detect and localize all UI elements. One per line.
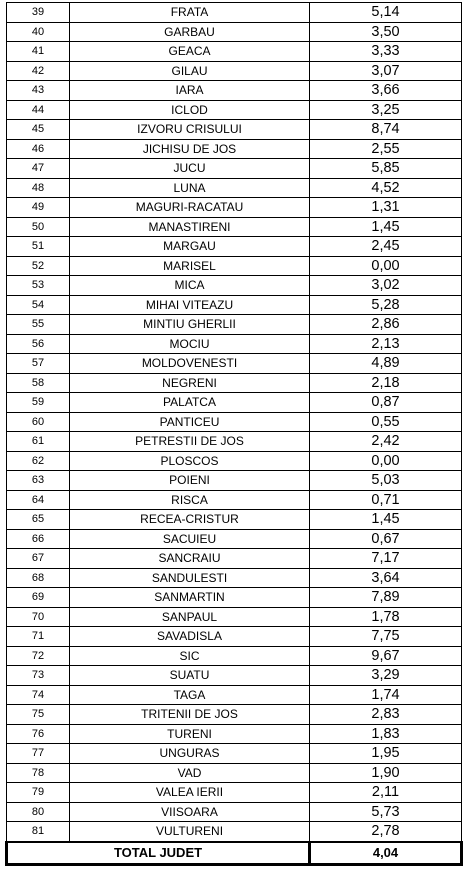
- locality-name-cell: VULTURENI: [70, 822, 310, 842]
- value-cell: 5,03: [310, 471, 462, 491]
- table-row: [7, 432, 462, 452]
- value-cell: 5,85: [310, 159, 462, 179]
- table-row: [7, 607, 462, 627]
- row-number-cell: 61: [7, 432, 70, 452]
- locality-name-cell: MOLDOVENESTI: [70, 354, 310, 374]
- locality-name-cell: IARA: [70, 81, 310, 101]
- table-row: [7, 139, 462, 159]
- locality-name-cell: SANDULESTI: [70, 568, 310, 588]
- locality-name-cell: PANTICEU: [70, 412, 310, 432]
- row-number-cell: 68: [7, 568, 70, 588]
- table-row: [7, 705, 462, 725]
- table-row: [7, 276, 462, 296]
- row-number-cell: 67: [7, 549, 70, 569]
- table-row: [7, 334, 462, 354]
- value-cell: 9,67: [310, 646, 462, 666]
- table-row: [7, 763, 462, 783]
- table-row: [7, 22, 462, 42]
- row-number-cell: 57: [7, 354, 70, 374]
- row-number-cell: 71: [7, 627, 70, 647]
- locality-name-cell: MARISEL: [70, 256, 310, 276]
- row-number-cell: 62: [7, 451, 70, 471]
- row-number-cell: 79: [7, 783, 70, 803]
- row-number-cell: 53: [7, 276, 70, 296]
- table-row: [7, 178, 462, 198]
- table-row: [7, 646, 462, 666]
- value-cell: 3,07: [310, 61, 462, 81]
- table-row: [7, 724, 462, 744]
- table-row: [7, 412, 462, 432]
- table-row: [7, 159, 462, 179]
- table-row: [7, 451, 462, 471]
- value-cell: 0,87: [310, 393, 462, 413]
- table-row: [7, 685, 462, 705]
- table-row: [7, 373, 462, 393]
- row-number-cell: 78: [7, 763, 70, 783]
- row-number-cell: 81: [7, 822, 70, 842]
- locality-name-cell: VAD: [70, 763, 310, 783]
- row-number-cell: 56: [7, 334, 70, 354]
- row-number-cell: 46: [7, 139, 70, 159]
- locality-name-cell: POIENI: [70, 471, 310, 491]
- value-cell: 0,00: [310, 256, 462, 276]
- value-cell: 2,83: [310, 705, 462, 725]
- locality-name-cell: JUCU: [70, 159, 310, 179]
- row-number-cell: 50: [7, 217, 70, 237]
- total-label: TOTAL JUDET: [7, 842, 310, 865]
- row-number-cell: 58: [7, 373, 70, 393]
- row-number-cell: 59: [7, 393, 70, 413]
- table-row: [7, 237, 462, 257]
- value-cell: 2,86: [310, 315, 462, 335]
- row-number-cell: 39: [7, 3, 70, 23]
- table-row: [7, 42, 462, 62]
- table-row: [7, 217, 462, 237]
- locality-name-cell: SIC: [70, 646, 310, 666]
- locality-name-cell: NEGRENI: [70, 373, 310, 393]
- table-row: [7, 61, 462, 81]
- table-row: [7, 315, 462, 335]
- value-cell: 7,75: [310, 627, 462, 647]
- table-row: [7, 256, 462, 276]
- value-cell: 3,29: [310, 666, 462, 686]
- locality-name-cell: GILAU: [70, 61, 310, 81]
- table-row: [7, 81, 462, 101]
- total-value: 4,04: [310, 842, 462, 865]
- table-row: [7, 354, 462, 374]
- table-row: [7, 744, 462, 764]
- value-cell: 1,90: [310, 763, 462, 783]
- value-cell: 1,78: [310, 607, 462, 627]
- locality-name-cell: GARBAU: [70, 22, 310, 42]
- value-cell: 2,45: [310, 237, 462, 257]
- value-cell: 3,64: [310, 568, 462, 588]
- row-number-cell: 75: [7, 705, 70, 725]
- table-row: [7, 3, 462, 23]
- locality-name-cell: UNGURAS: [70, 744, 310, 764]
- row-number-cell: 44: [7, 100, 70, 120]
- locality-name-cell: FRATA: [70, 3, 310, 23]
- row-number-cell: 45: [7, 120, 70, 140]
- locality-name-cell: MANASTIRENI: [70, 217, 310, 237]
- locality-name-cell: IZVORU CRISULUI: [70, 120, 310, 140]
- locality-name-cell: SACUIEU: [70, 529, 310, 549]
- row-number-cell: 77: [7, 744, 70, 764]
- value-cell: 8,74: [310, 120, 462, 140]
- value-cell: 4,52: [310, 178, 462, 198]
- table-row: [7, 666, 462, 686]
- value-cell: 0,67: [310, 529, 462, 549]
- row-number-cell: 49: [7, 198, 70, 218]
- locality-name-cell: SANCRAIU: [70, 549, 310, 569]
- table-body: [7, 3, 462, 865]
- data-table-sheet: [5, 2, 460, 866]
- value-cell: 5,73: [310, 802, 462, 822]
- table-row: [7, 783, 462, 803]
- locality-name-cell: VALEA IERII: [70, 783, 310, 803]
- table-row: [7, 295, 462, 315]
- table-row: [7, 627, 462, 647]
- table-row: [7, 198, 462, 218]
- value-cell: 2,18: [310, 373, 462, 393]
- value-cell: 0,71: [310, 490, 462, 510]
- table-row: [7, 510, 462, 530]
- value-cell: 5,28: [310, 295, 462, 315]
- value-cell: 0,55: [310, 412, 462, 432]
- table-row: [7, 822, 462, 842]
- locality-name-cell: TRITENII DE JOS: [70, 705, 310, 725]
- locality-name-cell: MIHAI VITEAZU: [70, 295, 310, 315]
- row-number-cell: 66: [7, 529, 70, 549]
- locality-name-cell: PETRESTII DE JOS: [70, 432, 310, 452]
- value-cell: 3,33: [310, 42, 462, 62]
- locality-name-cell: RECEA-CRISTUR: [70, 510, 310, 530]
- row-number-cell: 80: [7, 802, 70, 822]
- table-row: [7, 471, 462, 491]
- locality-name-cell: RISCA: [70, 490, 310, 510]
- locality-name-cell: GEACA: [70, 42, 310, 62]
- value-cell: 3,66: [310, 81, 462, 101]
- row-number-cell: 52: [7, 256, 70, 276]
- value-cell: 0,00: [310, 451, 462, 471]
- row-number-cell: 60: [7, 412, 70, 432]
- locality-name-cell: MARGAU: [70, 237, 310, 257]
- locality-name-cell: SUATU: [70, 666, 310, 686]
- table-row: [7, 393, 462, 413]
- value-cell: 7,17: [310, 549, 462, 569]
- table-row: [7, 100, 462, 120]
- locality-name-cell: PLOSCOS: [70, 451, 310, 471]
- value-cell: 1,83: [310, 724, 462, 744]
- locality-name-cell: MOCIU: [70, 334, 310, 354]
- value-cell: 3,02: [310, 276, 462, 296]
- value-cell: 2,78: [310, 822, 462, 842]
- row-number-cell: 69: [7, 588, 70, 608]
- row-number-cell: 48: [7, 178, 70, 198]
- row-number-cell: 42: [7, 61, 70, 81]
- row-number-cell: 54: [7, 295, 70, 315]
- locality-name-cell: MINTIU GHERLII: [70, 315, 310, 335]
- locality-name-cell: ICLOD: [70, 100, 310, 120]
- value-cell: 2,13: [310, 334, 462, 354]
- value-cell: 3,50: [310, 22, 462, 42]
- value-cell: 1,74: [310, 685, 462, 705]
- locality-name-cell: SANPAUL: [70, 607, 310, 627]
- value-cell: 3,25: [310, 100, 462, 120]
- row-number-cell: 51: [7, 237, 70, 257]
- value-cell: 7,89: [310, 588, 462, 608]
- value-cell: 2,42: [310, 432, 462, 452]
- table-row: [7, 529, 462, 549]
- data-table: [5, 2, 463, 866]
- row-number-cell: 72: [7, 646, 70, 666]
- locality-name-cell: PALATCA: [70, 393, 310, 413]
- value-cell: 4,89: [310, 354, 462, 374]
- row-number-cell: 74: [7, 685, 70, 705]
- locality-name-cell: MICA: [70, 276, 310, 296]
- table-row: [7, 588, 462, 608]
- row-number-cell: 63: [7, 471, 70, 491]
- row-number-cell: 43: [7, 81, 70, 101]
- table-row: [7, 802, 462, 822]
- row-number-cell: 73: [7, 666, 70, 686]
- row-number-cell: 70: [7, 607, 70, 627]
- table-row: [7, 568, 462, 588]
- value-cell: 2,55: [310, 139, 462, 159]
- value-cell: 5,14: [310, 3, 462, 23]
- total-row: [7, 842, 462, 865]
- row-number-cell: 65: [7, 510, 70, 530]
- value-cell: 1,95: [310, 744, 462, 764]
- row-number-cell: 47: [7, 159, 70, 179]
- row-number-cell: 41: [7, 42, 70, 62]
- locality-name-cell: LUNA: [70, 178, 310, 198]
- table-row: [7, 120, 462, 140]
- value-cell: 1,45: [310, 510, 462, 530]
- row-number-cell: 76: [7, 724, 70, 744]
- locality-name-cell: TAGA: [70, 685, 310, 705]
- table-row: [7, 490, 462, 510]
- row-number-cell: 64: [7, 490, 70, 510]
- locality-name-cell: VIISOARA: [70, 802, 310, 822]
- value-cell: 2,11: [310, 783, 462, 803]
- table-row: [7, 549, 462, 569]
- locality-name-cell: JICHISU DE JOS: [70, 139, 310, 159]
- value-cell: 1,45: [310, 217, 462, 237]
- value-cell: 1,31: [310, 198, 462, 218]
- locality-name-cell: SAVADISLA: [70, 627, 310, 647]
- row-number-cell: 40: [7, 22, 70, 42]
- locality-name-cell: MAGURI-RACATAU: [70, 198, 310, 218]
- row-number-cell: 55: [7, 315, 70, 335]
- locality-name-cell: TURENI: [70, 724, 310, 744]
- locality-name-cell: SANMARTIN: [70, 588, 310, 608]
